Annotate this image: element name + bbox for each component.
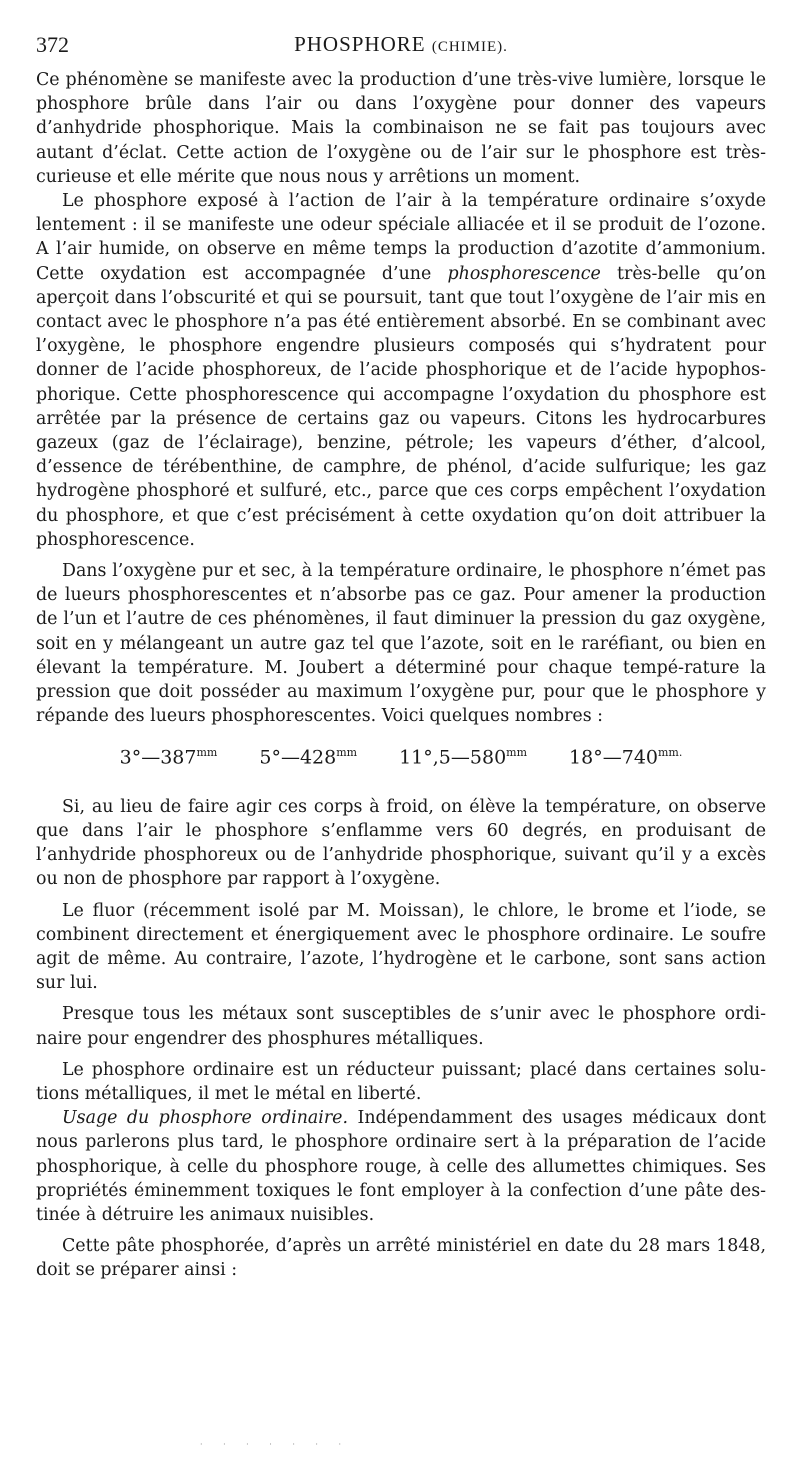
paragraph-2 xyxy=(36,189,766,552)
running-title-main: PHOSPHORE xyxy=(294,32,426,56)
measurement-item: $11^\circ,5—580^{mm}$ xyxy=(399,746,528,769)
paragraph-9: Cette pâte phosphorée, d’après un arrêté ministériel en date du 28 mars 1848, doit se préparer ainsi : xyxy=(36,1236,766,1281)
page-bottom-specks: · · · · · · · xyxy=(200,1440,351,1449)
document-page xyxy=(36,26,766,1283)
page-number: 372 xyxy=(36,32,69,57)
section-run-in-heading: Usage du phosphore ordinaire. xyxy=(62,1108,348,1129)
measurement-item: $18^\circ—740^{mm.}$ xyxy=(569,746,683,769)
paragraph-2-part-b: très-belle qu’on aperçoit dans l’obscurité et qui se poursuit, tant que tout l’oxygène de l’air mis en contact avec le phosphore n’a pas été entièrement absorbé. En se combinant avec l’oxygène, le phosphore engendre plusieurs composés qui s’hydratent pour donner de l’acide phosphoreux, de l’acide phosphorique et de l’acide hypophos-phorique. Cette phosphorescence qui accompagne l’oxydation du phosphore est arrêtée par la présence de certains gaz ou vapeurs. Citons les hydrocarbures gazeux (gaz de l’éclairage), benzine, pétrole; les vapeurs d’éther, d’alcool, d’essence de térébenthine, de camphre, de phénol, d’acide sulfurique; les gaz hydrogène phosphoré et sulfuré, etc., parce que ces corps empêchent l’oxydation du phosphore, et que c’est précisément à cette oxydation qu’on doit attribuer la phosphorescence. xyxy=(36,263,766,550)
paragraph-2-emphasis: phosphorescence xyxy=(447,263,601,284)
paragraph-3: Dans l’oxygène pur et sec, à la température ordinaire, le phosphore n’émet pas de lueurs phosphorescentes et n’absorbe pas ce gaz. Pour amener la production de l’un et l’autre de ces phénomènes, il faut diminuer la pression du gaz oxygène, soit en y mélangeant un autre gaz tel que l’azote, soit en le raréfiant, ou bien en élevant la température. M. Joubert a déterminé pour chaque tempé-rature la pression que doit posséder au maximum l’oxygène pur, pour que le phosphore y répande des lueurs phosphorescentes. Voici quelques nombres : xyxy=(36,561,766,727)
paragraph-5: Le fluor (récemment isolé par M. Moissan), le chlore, le brome et l’iode, se combinent directement et énergiquement avec le phosphore ordinaire. Le soufre agit de même. Au contraire, l’azote, l’hydrogène et le carbone, sont sans action sur lui. xyxy=(36,900,766,994)
paragraph-4: Si, au lieu de faire agir ces corps à froid, on élève la température, on observe que dans l’air le phosphore s’enflamme vers 60 degrés, en produisant de l’anhydride phosphoreux ou de l’anhydride phosphorique, suivant qu’il y a excès ou non de phosphore par rapport à l’oxygène. xyxy=(36,796,766,890)
measurement-item: $3^\circ—387^{mm}$ xyxy=(119,746,218,769)
paragraph-1: Ce phénomène se manifeste avec la production d’une très-vive lumière, lorsque le phosphore brûle dans l’air ou dans l’oxygène pour donner des vapeurs d’anhydride phosphorique. Mais la combinaison ne se fait pas toujours avec autant d’éclat. Cette action de l’oxygène ou de l’air sur le phosphore est très-curieuse et elle mérite que nous nous y arrêtions un moment. xyxy=(36,70,766,187)
paragraph-6: Presque tous les métaux sont susceptibles de s’unir avec le phosphore ordi-naire pour engendrer des phosphures métalliques. xyxy=(36,1004,766,1049)
measurement-item: $5^\circ—428^{mm}$ xyxy=(259,746,358,769)
page-header xyxy=(36,26,766,68)
paragraph-8 xyxy=(36,1106,766,1227)
running-title xyxy=(36,32,766,57)
paragraph-2-part-a: Le phosphore exposé à l’action de l’air à la température ordinaire s’oxyde lentement : il se manifeste une odeur spéciale alliacée et il se produit de l’ozone. A l’air humide, on observe en même temps la production d’azotite d’ammonium. Cette oxydation est accompagnée d’une xyxy=(36,191,766,284)
running-title-sub: (CHIMIE). xyxy=(431,39,508,55)
paragraph-7: Le phosphore ordinaire est un réducteur puissant; placé dans certaines solu-tions métalliques, il met le métal en liberté. xyxy=(36,1059,766,1105)
paragraph-8-body: Indépendamment des usages médicaux dont nous parlerons plus tard, le phosphore ordinaire sert à la préparation de l’acide phosphorique, à celle du phosphore rouge, à celle des allumettes chimiques. Ses propriétés éminemment toxiques le font employer à la confection d’une pâte des-tinée à détruire les animaux nuisibles. xyxy=(36,1108,767,1226)
measurement-list xyxy=(36,746,766,768)
